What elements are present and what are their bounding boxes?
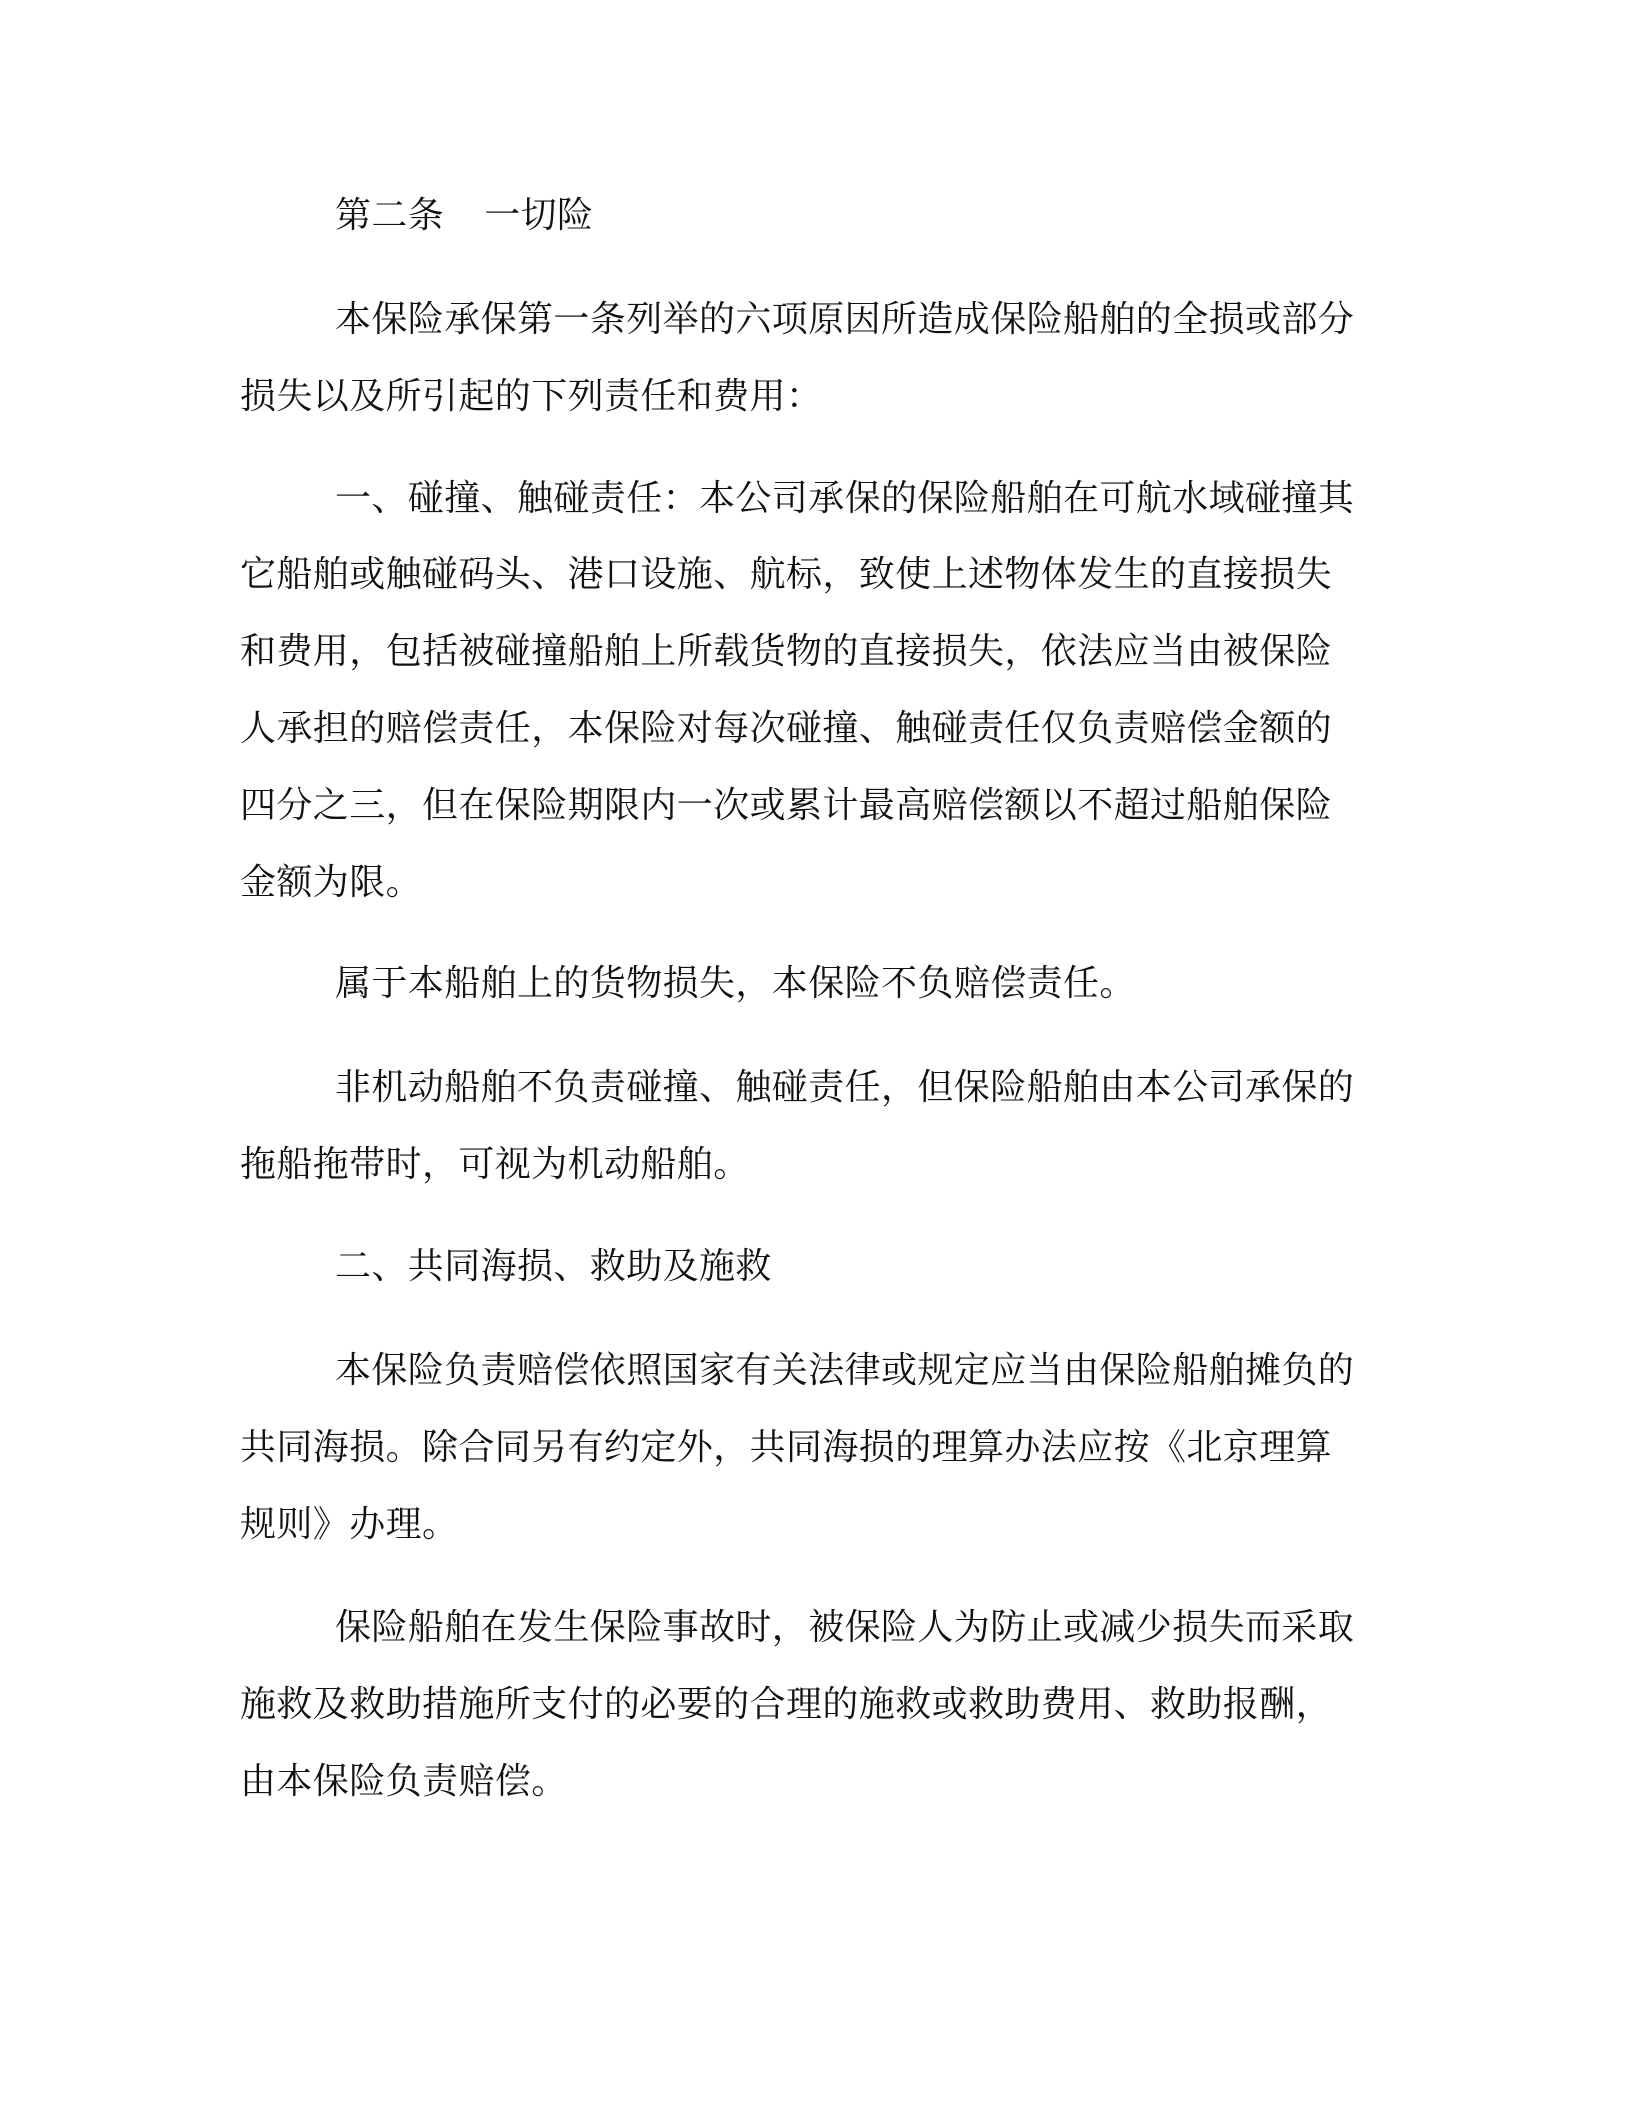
text-line: 人承担的赔偿责任，本保险对每次碰撞、触碰责任仅负责赔偿金额的	[240, 708, 1333, 749]
text-line: 本保险承保第一条列举的六项原因所造成保险船舶的全损或部分	[335, 299, 1355, 340]
text-line: 由本保险负责赔偿。	[240, 1761, 568, 1802]
text-line: 规则》办理。	[240, 1504, 459, 1545]
text-line: 它船舶或触碰码头、港口设施、航标，致使上述物体发生的直接损失	[240, 554, 1333, 595]
article-heading	[335, 194, 593, 238]
text-line: 金额为限。	[240, 862, 423, 903]
text-line: 施救及救助措施所支付的必要的合理的施救或救助费用、救助报酬，	[240, 1684, 1333, 1725]
text-line: 属于本船舶上的货物损失，本保险不负赔偿责任。	[335, 963, 1136, 1004]
text-line: 和费用，包括被碰撞船舶上所载货物的直接损失，依法应当由被保险	[240, 631, 1333, 672]
text-line: 非机动船舶不负责碰撞、触碰责任，但保险船舶由本公司承保的	[335, 1067, 1355, 1108]
article-title: 一切险	[484, 195, 594, 236]
text-line: 损失以及所引起的下列责任和费用：	[240, 376, 823, 417]
section-heading: 二、共同海损、救助及施救	[335, 1246, 772, 1287]
text-line: 拖船拖带时，可视为机动船舶。	[240, 1144, 750, 1185]
article-number: 第二条	[335, 195, 445, 236]
text-line: 一、碰撞、触碰责任：本公司承保的保险船舶在可航水域碰撞其	[335, 478, 1355, 519]
text-line: 四分之三，但在保险期限内一次或累计最高赔偿额以不超过船舶保险	[240, 785, 1333, 826]
text-line: 本保险负责赔偿依照国家有关法律或规定应当由保险船舶摊负的	[335, 1350, 1355, 1391]
text-line: 共同海损。除合同另有约定外，共同海损的理算办法应按《北京理算	[240, 1427, 1333, 1468]
text-line: 保险船舶在发生保险事故时，被保险人为防止或减少损失而采取	[335, 1607, 1355, 1648]
